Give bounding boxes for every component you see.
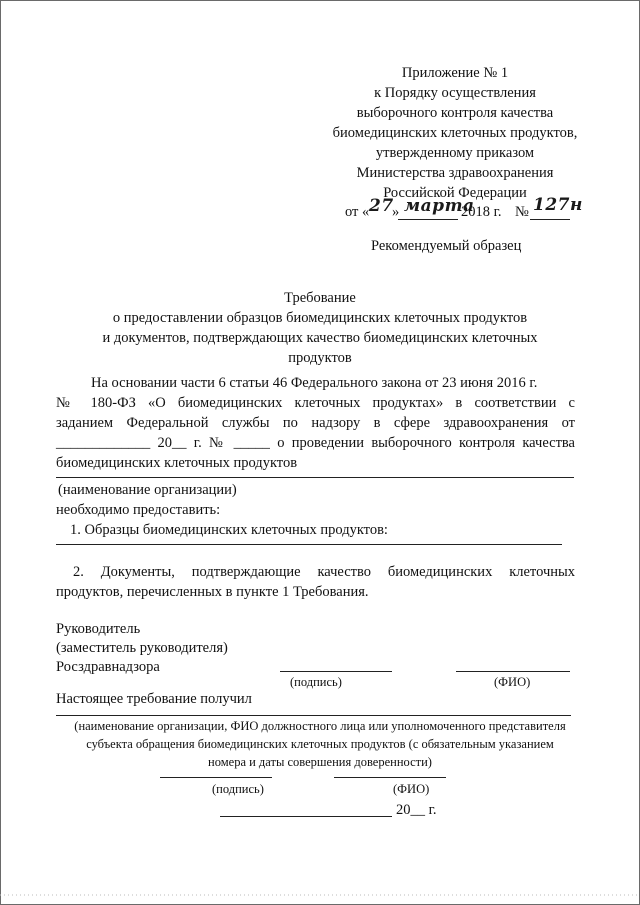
appendix-line-4: биомедицинских клеточных продуктов,: [332, 125, 578, 141]
paragraph-line-3: заданием Федеральной службы по надзору в сфере здравоохранения от: [56, 415, 575, 431]
recipient-caption-2: субъекта обращения биомедицинских клеточных продуктов (с обязательным указанием: [86, 737, 554, 751]
fio-line: [456, 671, 570, 672]
receipt-date-year: 20__ г.: [396, 802, 437, 818]
appendix-line-1: Приложение № 1: [401, 65, 509, 81]
appendix-line-5: утвержденному приказом: [375, 145, 535, 161]
order-number-underline: [530, 219, 570, 220]
paragraph-line-1: На основании части 6 статьи 46 Федерального закона от 23 июня 2016 г.: [91, 375, 538, 391]
fio-caption: (ФИО): [494, 675, 531, 689]
signature-caption: (подпись): [290, 675, 342, 689]
date-prefix: от «: [345, 204, 370, 220]
appendix-line-2: к Порядку осуществления: [374, 85, 536, 101]
recipient-signature-caption: (подпись): [212, 782, 264, 796]
organization-name-line: [56, 477, 574, 478]
order-number-handwritten: 127н: [533, 195, 583, 215]
date-day-handwritten: 27: [369, 196, 394, 216]
must-provide-text: необходимо предоставить:: [56, 502, 221, 518]
appendix-line-6: Министерства здравоохранения: [356, 165, 554, 181]
date-month-handwritten: марта: [404, 196, 475, 216]
item-2-documents-line-2: продуктов, перечисленных в пункте 1 Требования.: [56, 584, 369, 600]
recipient-fio-caption: (ФИО): [393, 782, 430, 796]
appendix-line-7: Российской Федерации: [383, 185, 527, 201]
signatory-title-3: Росздравнадзора: [56, 659, 160, 675]
paragraph-line-5: биомедицинских клеточных продуктов: [56, 455, 298, 471]
signatory-title-2: (заместитель руководителя): [56, 640, 228, 656]
recipient-caption-3: номера и даты совершения доверенности): [208, 755, 432, 769]
organization-caption: (наименование организации): [58, 482, 237, 498]
sample-label: Рекомендуемый образец: [371, 238, 522, 254]
samples-list-line: [56, 544, 562, 545]
recipient-caption-1: (наименование организации, ФИО должностного лица или уполномоченного представителя: [74, 719, 566, 733]
title-line-3: и документов, подтверждающих качество биомедицинских клеточных: [102, 330, 538, 346]
scan-edge-dots: [0, 893, 640, 897]
title-line-2: о предоставлении образцов биомедицинских клеточных продуктов: [112, 310, 528, 326]
item-1-samples: 1. Образцы биомедицинских клеточных продуктов:: [70, 522, 388, 538]
recipient-line: [56, 715, 571, 716]
title-line-4: продуктов: [288, 350, 352, 366]
paragraph-line-2: № 180-ФЗ «О биомедицинских клеточных продуктах» в соответствии с: [56, 395, 575, 411]
signatory-title-1: Руководитель: [56, 621, 141, 637]
number-sign: №: [515, 204, 529, 220]
date-quote: »: [392, 204, 400, 220]
recipient-fio-line: [334, 777, 446, 778]
date-year: 2018 г.: [461, 204, 502, 220]
received-text: Настоящее требование получил: [56, 691, 252, 707]
title-line-1: Требование: [284, 290, 356, 306]
paragraph-line-4: _____________ 20__ г. № _____ о проведении выборочного контроля качества: [56, 435, 575, 451]
recipient-signature-line: [160, 777, 272, 778]
date-month-underline: [398, 219, 458, 220]
signature-line: [280, 671, 392, 672]
receipt-date-line: [220, 816, 392, 817]
item-2-documents-line-1: 2. Документы, подтверждающие качество биомедицинских клеточных: [73, 564, 575, 580]
appendix-line-3: выборочного контроля качества: [356, 105, 554, 121]
